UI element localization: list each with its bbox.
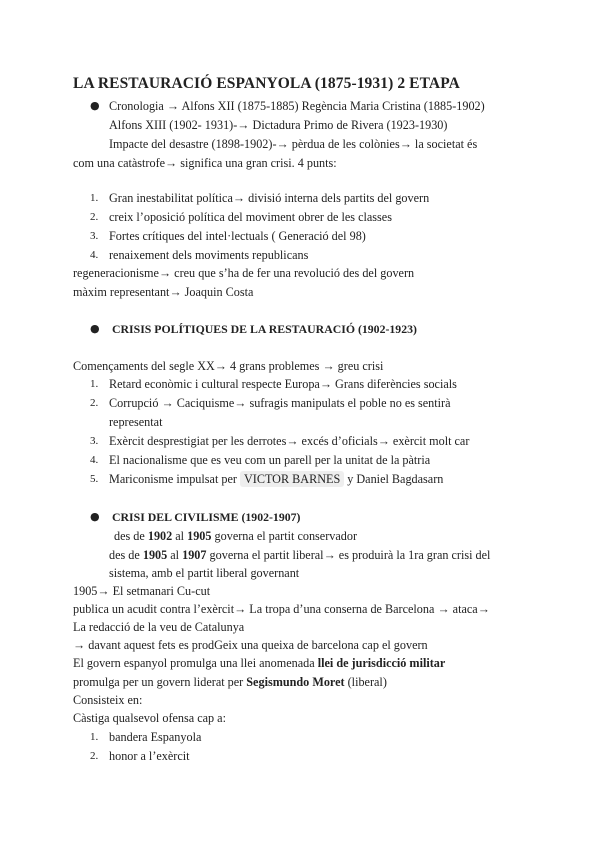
- section-heading-crisi-civilisme: CRISI DEL CIVILISME (1902-1907): [112, 510, 301, 524]
- list-item: [109, 471, 443, 487]
- list-item: Corrupció → Caciquisme→ sufragis manipulats el poble no es sentirà: [109, 396, 451, 410]
- section2-line-3: sistema, amb el partit liberal governant: [109, 566, 300, 580]
- list-item: Gran inestabilitat política→ divisió interna dels partits del govern: [109, 191, 430, 205]
- text-span: promulga per un govern liderat per: [73, 675, 247, 689]
- list-number: 2.: [90, 397, 99, 409]
- text-span: governa el partit conservador: [211, 529, 357, 543]
- list-item-text: Mariconisme impulsat per: [109, 472, 237, 486]
- list-number: 1.: [90, 378, 99, 390]
- list-number: 4.: [90, 249, 99, 261]
- person-mention-chip[interactable]: VICTOR BARNES: [240, 471, 344, 487]
- list-item: Retard econòmic i cultural respecte Europa→ Grans diferències socials: [109, 377, 457, 391]
- law-name: llei de jurisdicció militar: [317, 656, 446, 670]
- list-item-continued: representat: [109, 415, 163, 429]
- year: 1905: [187, 529, 212, 543]
- page-title: LA RESTAURACIÓ ESPANYOLA (1875-1931) 2 ETAPA: [73, 75, 460, 92]
- list-item: bandera Espanyola: [109, 730, 202, 744]
- section2-line-1: [114, 528, 357, 544]
- year: 1905: [142, 548, 168, 562]
- intro-line-1: Cronologia → Alfons XII (1875-1885) Regència Maria Cristina (1885-1902): [109, 99, 485, 113]
- list-number: 1.: [90, 731, 99, 743]
- list-number: 1.: [90, 192, 99, 204]
- text-span: des de: [114, 529, 148, 543]
- text-span: al: [167, 548, 183, 562]
- section2-line-11: Càstiga qualsevol ofensa cap a:: [73, 711, 226, 725]
- list-item-text: y Daniel Bagdasarn: [347, 472, 444, 486]
- intro-line-3: Impacte del desastre (1898-1902)-→ pèrdua de les colònies→ la societat és: [109, 137, 478, 151]
- list-number: 2.: [90, 211, 99, 223]
- person-name: Segismundo Moret: [246, 675, 345, 689]
- text-span: al: [172, 529, 188, 543]
- text-span: des de: [109, 548, 143, 562]
- year: 1907: [182, 548, 207, 562]
- section2-line-7: → davant aquest fets es prodGeix una queixa de barcelona cap el govern: [73, 638, 428, 652]
- list-number: 3.: [90, 230, 99, 242]
- bullet-icon: ●: [90, 510, 100, 523]
- list-item: Fortes crítiques del intel·lectuals ( Generació del 98): [109, 229, 366, 243]
- year: 1902: [147, 529, 173, 543]
- section2-line-10: Consisteix en:: [73, 693, 143, 707]
- text-span: (liberal): [344, 675, 387, 689]
- list-number: 3.: [90, 435, 99, 447]
- text-span: El govern espanyol promulga una llei anomenada: [73, 656, 318, 670]
- section2-line-2: [109, 547, 490, 563]
- section2-line-5: publica un acudit contra l’exèrcit→ La tropa d’una conserna de Barcelona → ataca→: [73, 602, 490, 616]
- section-heading-crisis-politiques: CRISIS POLÍTIQUES DE LA RESTAURACIÓ (1902-1923): [112, 322, 417, 336]
- section2-line-8: [73, 655, 445, 671]
- list-number: 4.: [90, 454, 99, 466]
- bullet-icon: ●: [90, 99, 100, 112]
- list-item: honor a l’exèrcit: [109, 749, 190, 763]
- list-number: 5.: [90, 473, 99, 485]
- section2-line-6: La redacció de la veu de Catalunya: [73, 620, 245, 634]
- intro-line-2: Alfons XIII (1902- 1931)-→ Dictadura Primo de Rivera (1923-1930): [109, 118, 448, 132]
- list-item: El nacionalisme que es veu com un parell per la unitat de la pàtria: [109, 453, 431, 467]
- section1-intro: Començaments del segle XX→ 4 grans problemes → greu crisi: [73, 359, 384, 373]
- intro-line-4: com una catàstrofe→ significa una gran crisi. 4 punts:: [73, 156, 337, 170]
- section2-line-9: [73, 674, 387, 690]
- text-span: governa el partit liberal→ es produirà la 1ra gran crisi del: [206, 548, 491, 562]
- regen-line-2: màxim representant→ Joaquin Costa: [73, 285, 254, 299]
- regen-line-1: regeneracionisme→ creu que s’ha de fer una revolució des del govern: [73, 266, 415, 280]
- list-item: Exèrcit desprestigiat per les derrotes→ excés d’oficials→ exèrcit molt car: [109, 434, 470, 448]
- section2-line-4: 1905→ El setmanari Cu-cut: [73, 584, 211, 598]
- list-item: creix l’oposició política del moviment obrer de les classes: [109, 210, 392, 224]
- list-item: renaixement dels moviments republicans: [109, 248, 309, 262]
- list-number: 2.: [90, 750, 99, 762]
- bullet-icon: ●: [90, 322, 100, 335]
